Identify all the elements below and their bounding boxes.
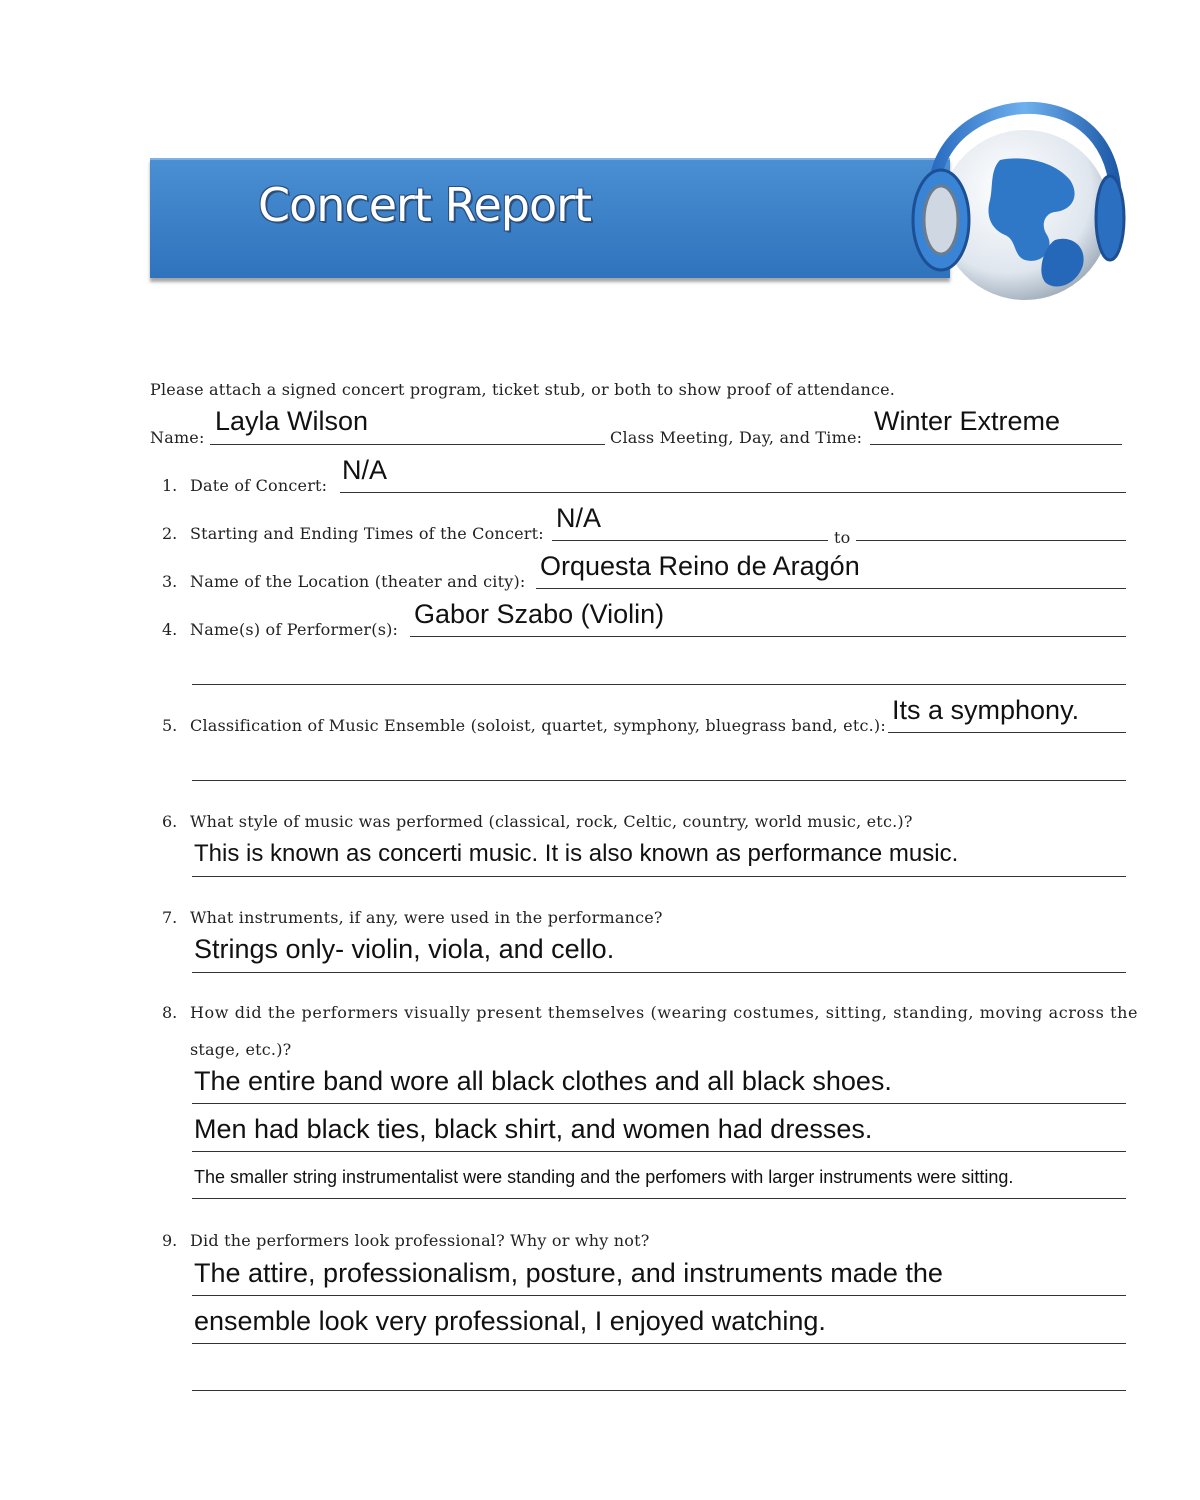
name-label: Name: — [150, 428, 205, 447]
q6-number: 6. — [162, 812, 178, 831]
q3-line — [536, 588, 1126, 589]
q7-answer[interactable]: Strings only- violin, viola, and cello. — [194, 934, 615, 964]
q3-answer[interactable]: Orquesta Reino de Aragón — [540, 551, 860, 581]
class-meeting-line — [870, 444, 1122, 445]
header-banner — [150, 158, 950, 278]
q9-number: 9. — [162, 1231, 178, 1250]
q4-extra-line — [192, 684, 1126, 685]
q6-answer[interactable]: This is known as concerti music. It is also known as performance music. — [194, 840, 959, 867]
q2-end-line — [856, 540, 1126, 541]
q9-line-3 — [192, 1390, 1126, 1391]
q8-label-cont: stage, etc.)? — [190, 1040, 292, 1059]
q2-start-line — [552, 540, 828, 541]
class-meeting-label: Class Meeting, Day, and Time: — [610, 428, 863, 447]
q4-answer[interactable]: Gabor Szabo (Violin) — [414, 599, 665, 629]
q4-label: Name(s) of Performer(s): — [190, 620, 399, 639]
q8-answer-1[interactable]: The entire band wore all black clothes and all black shoes. — [194, 1066, 892, 1096]
q7-number: 7. — [162, 908, 178, 927]
q8-label: How did the performers visually present themselves (wearing costumes, sitting, standing, moving across the — [190, 1003, 1139, 1022]
q9-line-1 — [192, 1295, 1126, 1296]
q5-extra-line — [192, 780, 1126, 781]
q8-line-3 — [192, 1198, 1126, 1199]
q8-answer-2[interactable]: Men had black ties, black shirt, and women had dresses. — [194, 1114, 873, 1144]
q3-label: Name of the Location (theater and city): — [190, 572, 526, 591]
class-meeting-field[interactable]: Winter Extreme — [874, 406, 1061, 436]
name-field[interactable]: Layla Wilson — [215, 406, 369, 436]
q2-answer[interactable]: N/A — [556, 503, 602, 533]
q5-label: Classification of Music Ensemble (soloist, quartet, symphony, bluegrass band, etc.): — [190, 716, 886, 735]
q2-label: Starting and Ending Times of the Concert: — [190, 524, 544, 543]
q5-answer[interactable]: Its a symphony. — [892, 695, 1080, 725]
q7-label: What instruments, if any, were used in the performance? — [190, 908, 663, 927]
q5-line — [888, 732, 1126, 733]
q1-line — [340, 492, 1126, 493]
q2-number: 2. — [162, 524, 178, 543]
q8-line-2 — [192, 1151, 1126, 1152]
page-title: Concert Report — [258, 178, 592, 232]
q1-number: 1. — [162, 476, 178, 495]
q6-line — [192, 876, 1126, 877]
q9-answer-2[interactable]: ensemble look very professional, I enjoyed watching. — [194, 1306, 826, 1336]
q8-number: 8. — [162, 1003, 178, 1022]
name-line — [210, 444, 605, 445]
q3-number: 3. — [162, 572, 178, 591]
q6-label: What style of music was performed (classical, rock, Celtic, country, world music, etc.)? — [190, 812, 913, 831]
q5-number: 5. — [162, 716, 178, 735]
q8-answer-3[interactable]: The smaller string instrumentalist were standing and the perfomers with larger instruments were sitting. — [194, 1167, 1014, 1187]
q2-to-label: to — [834, 528, 851, 547]
q1-label: Date of Concert: — [190, 476, 328, 495]
q9-label: Did the performers look professional? Why or why not? — [190, 1231, 650, 1250]
q1-answer[interactable]: N/A — [342, 455, 388, 485]
q4-number: 4. — [162, 620, 178, 639]
instructions-text: Please attach a signed concert program, ticket stub, or both to show proof of attendance. — [150, 380, 896, 399]
headphones-globe-icon — [905, 100, 1130, 310]
q9-answer-1[interactable]: The attire, professionalism, posture, and instruments made the — [194, 1258, 943, 1288]
q9-line-2 — [192, 1343, 1126, 1344]
q4-line — [410, 636, 1126, 637]
q8-line-1 — [192, 1103, 1126, 1104]
q7-line — [192, 972, 1126, 973]
